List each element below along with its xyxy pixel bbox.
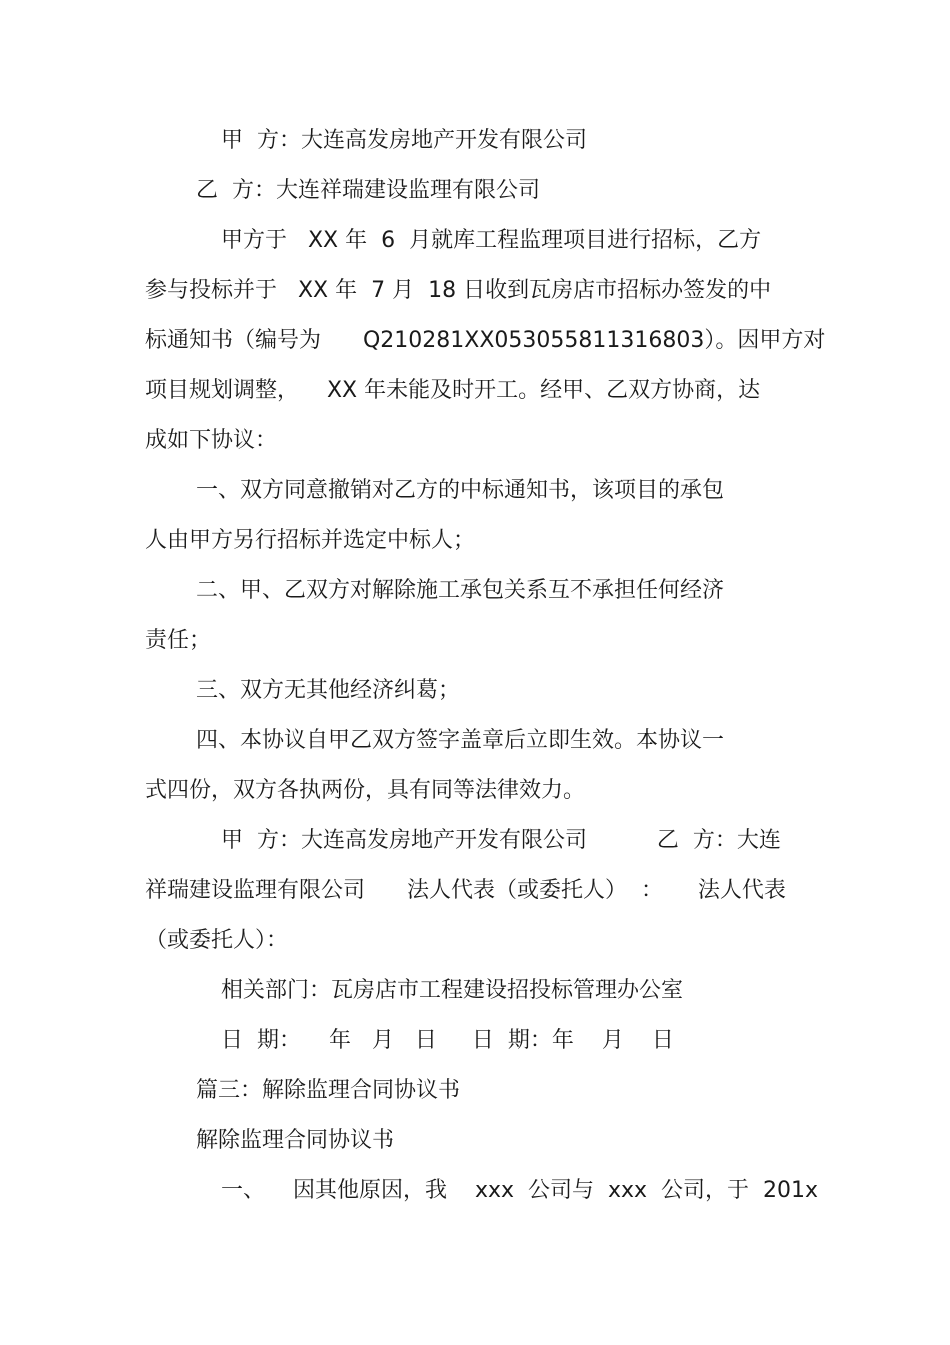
paragraph-line: 一、 因其他原因，我 xxx 公司与 xxx 公司，于 201x (221, 1178, 819, 1203)
paragraph-line: 成如下协议： (145, 428, 278, 453)
party-b-line: 乙 方：大连祥瑞建设监理有限公司 (196, 178, 540, 203)
party-a-line: 甲 方：大连高发房地产开发有限公司 (221, 128, 587, 153)
clause-line: 一、双方同意撤销对乙方的中标通知书，该项目的承包 (196, 478, 725, 503)
clause-line: 式四份，双方各执两份，具有同等法律效力。 (145, 778, 586, 803)
signature-line: 甲 方：大连高发房地产开发有限公司 乙 方：大连 (221, 828, 781, 853)
paragraph-line: 项目规划调整， XX 年未能及时开工。经甲、乙双方协商，达 (145, 378, 761, 403)
clause-line: 二、甲、乙双方对解除施工承包关系互不承担任何经济 (196, 578, 725, 603)
clause-line: 四、本协议自甲乙双方签字盖章后立即生效。本协议一 (196, 728, 725, 753)
paragraph-line: 参与投标并于 XX 年 7 月 18 日收到瓦房店市招标办签发的中 (145, 278, 772, 303)
paragraph-line: 标通知书（编号为 Q210281XX053055811316803）。因甲方对 (145, 328, 826, 353)
clause-line: 人由甲方另行招标并选定中标人； (145, 528, 476, 553)
clause-line: 三、双方无其他经济纠葛； (196, 678, 461, 703)
document-title: 解除监理合同协议书 (196, 1128, 395, 1153)
signature-line: 祥瑞建设监理有限公司 法人代表（或委托人） ： 法人代表 (145, 878, 786, 903)
department-line: 相关部门：瓦房店市工程建设招投标管理办公室 (221, 978, 684, 1003)
signature-line: （或委托人）： (145, 928, 289, 953)
section-heading: 篇三：解除监理合同协议书 (196, 1078, 461, 1103)
paragraph-line: 甲方于 XX 年 6 月就库工程监理项目进行招标，乙方 (221, 228, 762, 253)
date-line: 日 期： 年 月 日 日 期：年 月 日 (221, 1028, 674, 1053)
clause-line: 责任； (145, 628, 212, 653)
